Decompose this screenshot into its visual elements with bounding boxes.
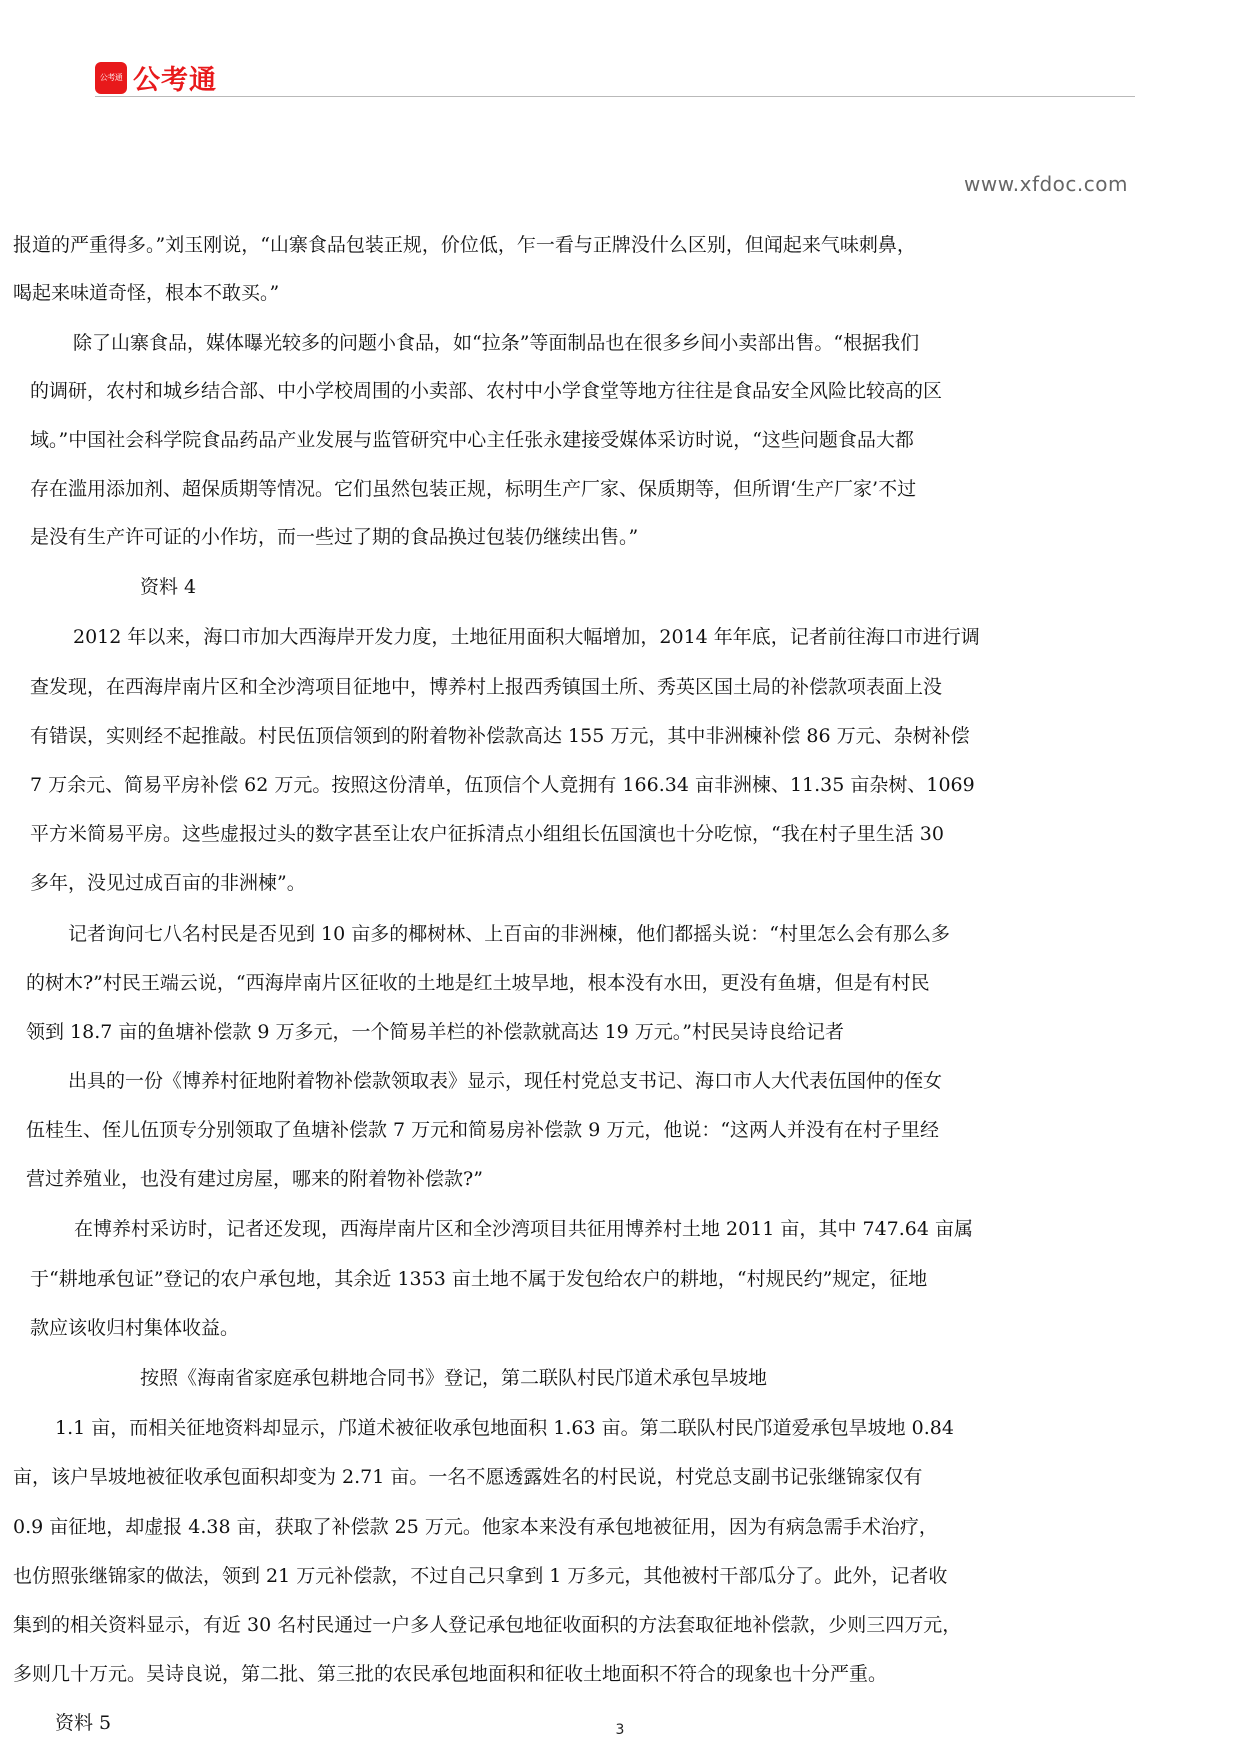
text-line: 查发现，在西海岸南片区和全沙湾项目征地中，博养村上报西秀镇国土所、秀英区国土局的补偿款项表面上没	[30, 676, 943, 698]
text-line: 多则几十万元。吴诗良说，第二批、第三批的农民承包地面积和征收土地面积不符合的现象也十分严重。	[13, 1663, 888, 1685]
text-line: 多年，没见过成百亩的非洲楝”。	[30, 872, 306, 894]
page-header	[95, 58, 1135, 98]
text-line: 2012 年以来，海口市加大西海岸开发力度，土地征用面积大幅增加，2014 年年底，记者前往海口市进行调	[73, 626, 980, 648]
site-url: www.xfdoc.com	[964, 172, 1128, 196]
text-line: 的树木?”村民王端云说，“西海岸南片区征收的土地是红土坡旱地，根本没有水田，更没有鱼塘，但是有村民	[26, 972, 930, 994]
section-heading: 资料 5	[55, 1712, 112, 1734]
text-line: 7 万余元、简易平房补偿 62 万元。按照这份清单，伍顶信个人竟拥有 166.34 亩非洲楝、11.35 亩杂树、1069	[30, 774, 975, 796]
brand-logo	[95, 58, 217, 97]
text-line: 营过养殖业，也没有建过房屋，哪来的附着物补偿款?”	[26, 1168, 483, 1190]
text-line: 1.1 亩，而相关征地资料却显示，邝道术被征收承包地面积 1.63 亩。第二联队村民邝道爱承包旱坡地 0.84	[55, 1417, 954, 1439]
text-line: 伍桂生、侄儿伍顶专分别领取了鱼塘补偿款 7 万元和简易房补偿款 9 万元，他说：“这两人并没有在村子里经	[26, 1119, 940, 1141]
text-line: 在博养村采访时，记者还发现，西海岸南片区和全沙湾项目共征用博养村土地 2011 亩，其中 747.64 亩属	[74, 1218, 973, 1240]
text-line: 按照《海南省家庭承包耕地合同书》登记，第二联队村民邝道术承包旱坡地	[140, 1367, 768, 1389]
text-line: 有错误，实则经不起推敲。村民伍顶信领到的附着物补偿款高达 155 万元，其中非洲楝补偿 86 万元、杂树补偿	[30, 725, 970, 747]
text-line: 存在滥用添加剂、超保质期等情况。它们虽然包装正规，标明生产厂家、保质期等，但所谓‘生产厂家’不过	[30, 478, 917, 500]
header-divider	[95, 96, 1135, 97]
text-line: 报道的严重得多。”刘玉刚说，“山寨食品包装正规，价位低，乍一看与正牌没什么区别，但闻起来气味刺鼻，	[13, 234, 916, 256]
text-line: 领到 18.7 亩的鱼塘补偿款 9 万多元，一个简易羊栏的补偿款就高达 19 万元。”村民吴诗良给记者	[26, 1021, 845, 1043]
text-line: 是没有生产许可证的小作坊，而一些过了期的食品换过包装仍继续出售。”	[30, 526, 639, 548]
text-line: 出具的一份《博养村征地附着物补偿款领取表》显示，现任村党总支书记、海口市人大代表伍国仲的侄女	[68, 1070, 943, 1092]
text-line: 域。”中国社会科学院食品药品产业发展与监管研究中心主任张永建接受媒体采访时说，“这些问题食品大都	[30, 429, 914, 451]
text-line: 除了山寨食品，媒体曝光较多的问题小食品，如“拉条”等面制品也在很多乡间小卖部出售。“根据我们	[73, 332, 920, 354]
text-line: 于“耕地承包证”登记的农户承包地，其余近 1353 亩土地不属于发包给农户的耕地，“村规民约”规定，征地	[30, 1268, 928, 1290]
section-heading: 资料 4	[140, 576, 197, 598]
text-line: 记者询问七八名村民是否见到 10 亩多的椰树林、上百亩的非洲楝，他们都摇头说：“村里怎么会有那么多	[68, 923, 950, 945]
text-line: 的调研，农村和城乡结合部、中小学校周围的小卖部、农村中小学食堂等地方往往是食品安全风险比较高的区	[30, 380, 943, 402]
text-line: 0.9 亩征地，却虚报 4.38 亩，获取了补偿款 25 万元。他家本来没有承包地被征用，因为有病急需手术治疗，	[13, 1516, 938, 1538]
page-number: 3	[615, 1722, 625, 1738]
logo-badge-icon: 公考通	[95, 62, 127, 94]
text-line: 款应该收归村集体收益。	[30, 1317, 240, 1339]
text-line: 亩，该户旱坡地被征收承包面积却变为 2.71 亩。一名不愿透露姓名的村民说，村党总支副书记张继锦家仅有	[13, 1466, 923, 1488]
text-line: 平方米简易平房。这些虚报过头的数字甚至让农户征拆清点小组组长伍国演也十分吃惊，“我在村子里生活 30	[30, 823, 944, 845]
text-line: 集到的相关资料显示，有近 30 名村民通过一户多人登记承包地征收面积的方法套取征地补偿款，少则三四万元，	[13, 1614, 962, 1636]
text-line: 喝起来味道奇怪，根本不敢买。”	[13, 282, 280, 304]
text-line: 也仿照张继锦家的做法，领到 21 万元补偿款，不过自己只拿到 1 万多元，其他被村干部瓜分了。此外，记者收	[13, 1565, 948, 1587]
logo-text: 公考通	[133, 65, 217, 96]
